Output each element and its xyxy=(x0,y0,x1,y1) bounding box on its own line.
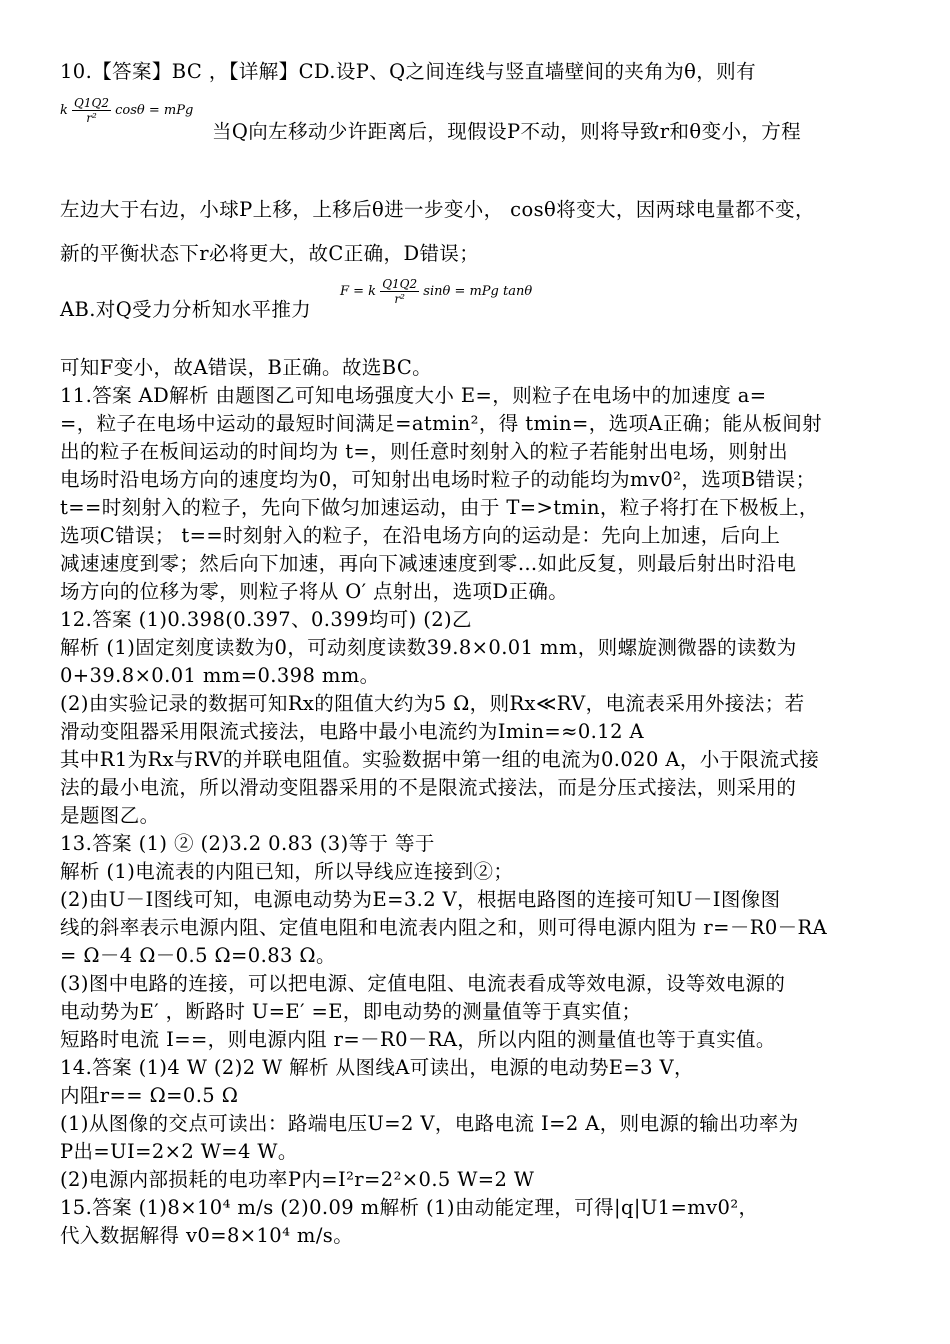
text-line: 12.答案 (1)0.398(0.397、0.399均可) (2)乙 xyxy=(60,608,472,631)
text-line: 短路时电流 I==，则电源内阻 r=－R0－RA，所以内阻的测量值也等于真实值。 xyxy=(60,1028,776,1051)
text-line: 代入数据解得 v0=8×10⁴ m/s。 xyxy=(60,1224,354,1247)
text-line: (1)从图像的交点可读出：路端电压U=2 V，电路电流 I=2 A，则电源的输出功率为 xyxy=(60,1112,799,1135)
text-line: 出的粒子在板间运动的时间均为 t=，则任意时刻射入的粒子若能射出电场，则射出 xyxy=(60,440,789,463)
text-line: =，粒子在电场中运动的最短时间满足=atmin²，得 tmin=，选项A正确；能从板间射 xyxy=(60,412,823,435)
text-line: 左边大于右边，小球P上移，上移后θ进一步变小， cosθ将变大，因两球电量都不变， xyxy=(60,198,815,221)
text-line: 当Q向左移动少许距离后，现假设P不动，则将导致r和θ变小，方程 xyxy=(212,120,802,143)
text-line: 电场时沿电场方向的速度均为0，可知射出电场时粒子的动能均为mv0²，选项B错误； xyxy=(60,468,816,491)
text-line: (3)图中电路的连接，可以把电源、定值电阻、电流表看成等效电源，设等效电源的 xyxy=(60,972,786,995)
text-line: 新的平衡状态下r必将更大，故C正确，D错误； xyxy=(60,242,480,265)
text-line: 其中R1为Rx与RV的并联电阻值。实验数据中第一组的电流为0.020 A，小于限流式接 xyxy=(60,748,820,771)
text-line: (2)由实验记录的数据可知Rx的阻值大约为5 Ω，则Rx≪RV，电流表采用外接法；若 xyxy=(60,692,805,715)
text-line: 滑动变阻器采用限流式接法，电路中最小电流约为Imin=≈0.12 A xyxy=(60,720,644,743)
text-line: = Ω－4 Ω－0.5 Ω=0.83 Ω。 xyxy=(60,944,336,967)
formula-coulomb-balance: k $\frac{Q1Q2}{\text{r²}}$ cosθ = mPg xyxy=(60,96,194,125)
text-line: (2)电源内部损耗的电功率P内=I²r=2²×0.5 W=2 W xyxy=(60,1168,535,1191)
text-line: P出=UI=2×2 W=4 W。 xyxy=(60,1140,298,1163)
text-line: 10.【答案】BC ，【详解】CD.设P、Q之间连线与竖直墙壁间的夹角为θ，则有 xyxy=(60,60,756,83)
text-line: 法的最小电流，所以滑动变阻器采用的不是限流式接法，而是分压式接法，则采用的 xyxy=(60,776,797,799)
text-line: 14.答案 (1)4 W (2)2 W 解析 从图线A可读出，电源的电动势E=3 V， xyxy=(60,1056,694,1079)
text-line: 11.答案 AD解析 由题图乙可知电场强度大小 E=，则粒子在电场中的加速度 a= xyxy=(60,384,767,407)
text-line: 是题图乙。 xyxy=(60,804,160,827)
text-line: 15.答案 (1)8×10⁴ m/s (2)0.09 m解析 (1)由动能定理，可得|q|U1=mv0²， xyxy=(60,1196,759,1219)
text-line: 线的斜率表示电源内阻、定值电阻和电流表内阻之和，则可得电源内阻为 r=－R0－RA xyxy=(60,916,828,939)
text-line: 13.答案 (1) ② (2)3.2 0.83 (3)等于 等于 xyxy=(60,832,435,855)
text-line: 可知F变小，故A错误，B正确。故选BC。 xyxy=(60,356,433,379)
text-line: AB.对Q受力分析知水平推力 xyxy=(60,298,312,321)
text-line: 选项C错误； t==时刻射入的粒子，在沿电场方向的运动是：先向上加速，后向上 xyxy=(60,524,781,547)
formula-horizontal-force: F = k $\frac{Q1Q2}{\text{r²}}$ sinθ = mPg tanθ xyxy=(340,277,533,306)
text-line: t==时刻射入的粒子，先向下做匀加速运动，由于 T=>tmin，粒子将打在下极板上， xyxy=(60,496,819,519)
text-line: 内阻r== Ω=0.5 Ω xyxy=(60,1084,239,1107)
text-line: (2)由U－I图线可知，电源电动势为E=3.2 V，根据电路图的连接可知U－I图像图 xyxy=(60,888,781,911)
text-line: 解析 (1)固定刻度读数为0，可动刻度读数39.8×0.01 mm，则螺旋测微器的读数为 xyxy=(60,636,797,659)
text-line: 解析 (1)电流表的内阻已知，所以导线应连接到②； xyxy=(60,860,514,883)
text-line: 减速速度到零；然后向下加速，再向下减速速度到零…如此反复，则最后射出时沿电 xyxy=(60,552,797,575)
text-line: 场方向的位移为零，则粒子将从 O′ 点射出，选项D正确。 xyxy=(60,580,569,603)
text-line: 0+39.8×0.01 mm=0.398 mm。 xyxy=(60,664,380,687)
text-line: 电动势为E′ ，断路时 U=E′ =E，即电动势的测量值等于真实值； xyxy=(60,1000,642,1023)
